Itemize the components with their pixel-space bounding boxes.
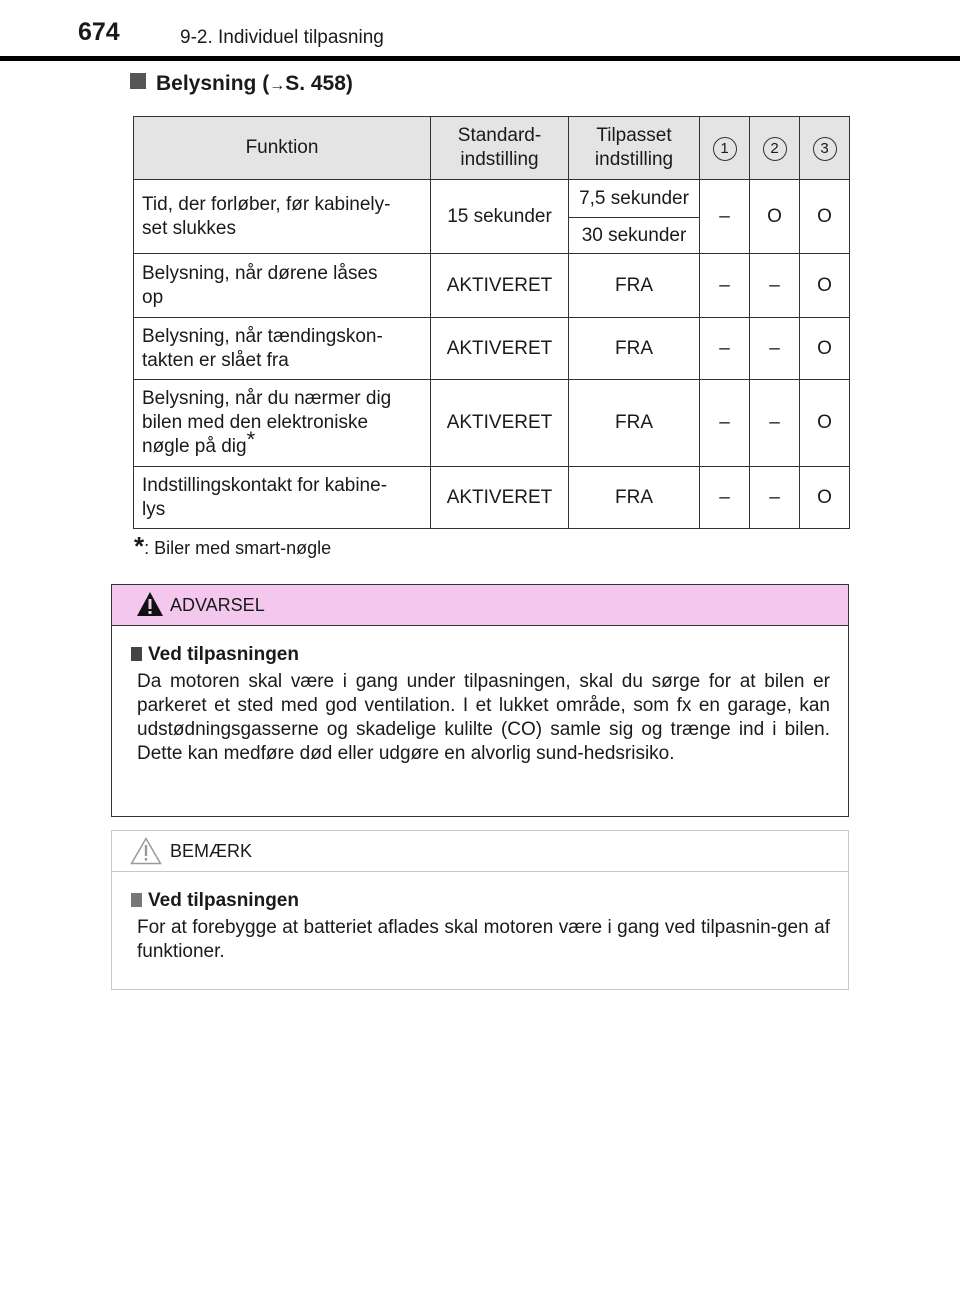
row-col-3: O: [800, 254, 850, 318]
row-col-2: –: [750, 318, 800, 380]
row-custom-option: 7,5 sekunder: [569, 180, 700, 218]
row-col-3: O: [800, 467, 850, 529]
row-function: Tid, der forløber, før kabinely- set slukkes: [134, 180, 431, 254]
row-col-1: –: [700, 254, 750, 318]
table-row: [134, 180, 850, 218]
footnote-text: : Biler med smart-nøgle: [144, 538, 332, 558]
table-row: [134, 318, 850, 380]
warning-text: Da motoren skal være i gang under tilpasningen, skal du sørge for at bilen er parkeret et sted med god ventilation. I et lukket område, som fx en garage, kan udstødningsgasserne og skadelige kulilte (CO) samle sig og trænge ind i bilen. Dette kan medføre død eller udgøre en alvorlig sund-hedsrisiko.: [137, 671, 830, 764]
warning-header: [112, 585, 848, 626]
row-custom: FRA: [569, 254, 700, 318]
table-row: [134, 254, 850, 318]
row-default: AKTIVERET: [431, 318, 569, 380]
row-col-1: –: [700, 380, 750, 467]
table-row: [134, 380, 850, 467]
row-custom: FRA: [569, 318, 700, 380]
footnote-star: *: [134, 531, 145, 561]
header-custom: Tilpasset indstilling: [569, 117, 700, 180]
note-header: [112, 831, 848, 872]
note-subtitle-text: Ved tilpasningen: [148, 890, 299, 911]
table-header-row: [134, 117, 850, 180]
bullet-square-icon: [131, 647, 142, 661]
page-reference-link[interactable]: S. 458): [285, 72, 353, 95]
row-custom: FRA: [569, 380, 700, 467]
section-title-text: Belysning (: [156, 72, 270, 95]
header-function: Funktion: [134, 117, 431, 180]
header-rule: [0, 56, 960, 61]
section-bullet-icon: [130, 73, 146, 89]
warning-subtitle-text: Ved tilpasningen: [148, 644, 299, 665]
bullet-square-icon: [131, 893, 142, 907]
settings-table: [133, 116, 850, 529]
warning-triangle-icon: [136, 591, 164, 617]
row-col-3: O: [800, 380, 850, 467]
row-col-3: O: [800, 180, 850, 254]
header-col-2: [750, 117, 800, 180]
warning-box: [111, 584, 849, 817]
row-col-2: –: [750, 467, 800, 529]
row-default: AKTIVERET: [431, 254, 569, 318]
row-custom-option: 30 sekunder: [569, 218, 700, 254]
page-number: 674: [78, 18, 120, 46]
row-default: 15 sekunder: [431, 180, 569, 254]
row-default: AKTIVERET: [431, 467, 569, 529]
header-col-3: [800, 117, 850, 180]
note-label: BEMÆRK: [170, 841, 253, 861]
table-row: [134, 467, 850, 529]
note-subtitle: [131, 890, 830, 912]
circled-number-1-icon: 1: [713, 137, 737, 161]
row-custom: FRA: [569, 467, 700, 529]
note-text: For at forebygge at batteriet aflades skal motoren være i gang ved tilpasnin-gen af funktioner.: [137, 917, 830, 962]
row-function: [134, 380, 431, 467]
row-function: Indstillingskontakt for kabine- lys: [134, 467, 431, 529]
row-col-2: O: [750, 180, 800, 254]
warning-body: [112, 626, 848, 766]
row-function: Belysning, når tændingskon- takten er slået fra: [134, 318, 431, 380]
row-col-1: –: [700, 467, 750, 529]
row-default: AKTIVERET: [431, 380, 569, 467]
warning-label: ADVARSEL: [170, 595, 265, 615]
note-body: [112, 872, 848, 964]
circled-number-2-icon: 2: [763, 137, 787, 161]
row-col-1: –: [700, 318, 750, 380]
section-title: [130, 72, 353, 96]
chapter-title: 9-2. Individuel tilpasning: [180, 27, 384, 48]
row-col-3: O: [800, 318, 850, 380]
caution-outline-triangle-icon: [130, 837, 162, 865]
row-function-text: Belysning, når du nærmer dig bilen med den elektroniske nøgle på dig: [142, 388, 392, 457]
footnote-marker: *: [246, 427, 256, 452]
warning-subtitle: [131, 644, 830, 666]
note-box: [111, 830, 849, 990]
header-col-1: [700, 117, 750, 180]
arrow-right-icon: →: [269, 77, 286, 94]
row-function: Belysning, når dørene låses op: [134, 254, 431, 318]
row-col-2: –: [750, 254, 800, 318]
row-col-1: –: [700, 180, 750, 254]
header-default: Standard- indstilling: [431, 117, 569, 180]
row-col-2: –: [750, 380, 800, 467]
circled-number-3-icon: 3: [813, 137, 837, 161]
footnote: [134, 531, 332, 561]
